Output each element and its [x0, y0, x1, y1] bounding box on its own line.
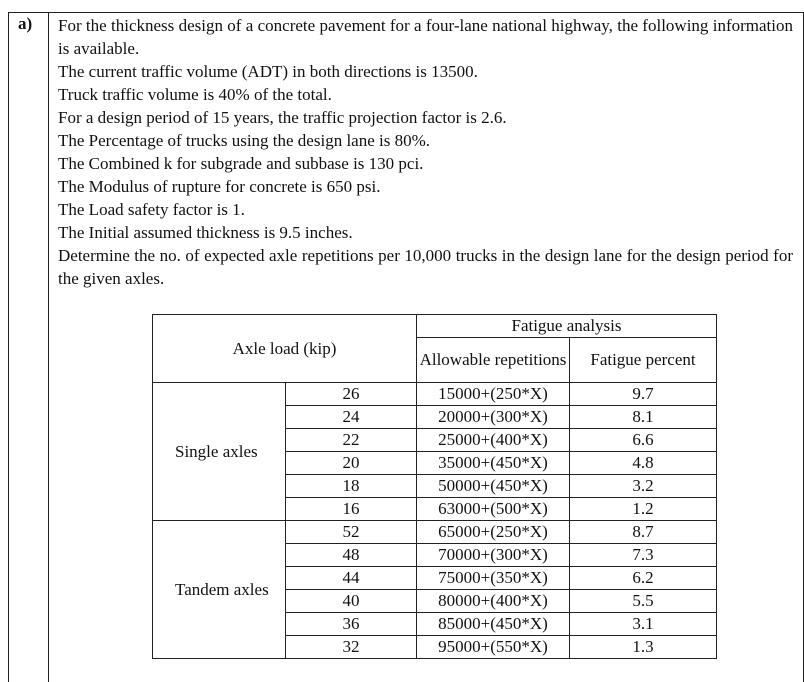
- allowable-cell: 75000+(350*X): [417, 567, 570, 590]
- fatigue-cell: 6.2: [570, 567, 717, 590]
- allowable-repetitions-header: Allowable repetitions: [417, 338, 570, 383]
- allowable-cell: 95000+(550*X): [417, 636, 570, 659]
- table-row: [153, 521, 717, 544]
- allowable-cell: 63000+(500*X): [417, 498, 570, 521]
- axle-load-cell: 18: [286, 475, 417, 498]
- axle-load-cell: 24: [286, 406, 417, 429]
- allowable-cell: 35000+(450*X): [417, 452, 570, 475]
- fatigue-percent-header: Fatigue percent: [570, 338, 717, 383]
- problem-line: The Initial assumed thickness is 9.5 inches.: [58, 223, 353, 242]
- allowable-cell: 50000+(450*X): [417, 475, 570, 498]
- question-label: a): [18, 14, 33, 33]
- axle-type-single: Single axles: [153, 383, 286, 521]
- axle-load-cell: 52: [286, 521, 417, 544]
- axle-type-tandem: Tandem axles: [153, 521, 286, 659]
- fatigue-cell: 9.7: [570, 383, 717, 406]
- fatigue-cell: 5.5: [570, 590, 717, 613]
- axle-load-cell: 32: [286, 636, 417, 659]
- axle-load-header: Axle load (kip): [153, 315, 417, 383]
- problem-line: The current traffic volume (ADT) in both directions is 13500.: [58, 62, 478, 81]
- axle-load-cell: 22: [286, 429, 417, 452]
- fatigue-cell: 8.7: [570, 521, 717, 544]
- axle-load-cell: 40: [286, 590, 417, 613]
- fatigue-cell: 7.3: [570, 544, 717, 567]
- axle-load-cell: 16: [286, 498, 417, 521]
- problem-text: [58, 14, 793, 290]
- allowable-cell: 70000+(300*X): [417, 544, 570, 567]
- allowable-cell: 20000+(300*X): [417, 406, 570, 429]
- allowable-cell: 25000+(400*X): [417, 429, 570, 452]
- problem-line: For a design period of 15 years, the traffic projection factor is 2.6.: [58, 108, 507, 127]
- allowable-cell: 15000+(250*X): [417, 383, 570, 406]
- problem-line: The Percentage of trucks using the design lane is 80%.: [58, 131, 431, 150]
- allowable-cell: 80000+(400*X): [417, 590, 570, 613]
- allowable-cell: 85000+(450*X): [417, 613, 570, 636]
- axle-load-cell: 44: [286, 567, 417, 590]
- axle-load-cell: 26: [286, 383, 417, 406]
- axle-load-cell: 48: [286, 544, 417, 567]
- problem-line: The Combined k for subgrade and subbase is 130 pci.: [58, 154, 424, 173]
- axle-load-cell: 36: [286, 613, 417, 636]
- problem-question: Determine the no. of expected axle repetitions per 10,000 trucks in the design lane for the design period for the given axles.: [58, 246, 793, 288]
- fatigue-cell: 3.1: [570, 613, 717, 636]
- problem-line: Truck traffic volume is 40% of the total.: [58, 85, 332, 104]
- fatigue-cell: 4.8: [570, 452, 717, 475]
- fatigue-cell: 1.3: [570, 636, 717, 659]
- table-row: [153, 383, 717, 406]
- problem-line: The Modulus of rupture for concrete is 650 psi.: [58, 177, 381, 196]
- fatigue-cell: 6.6: [570, 429, 717, 452]
- problem-intro: For the thickness design of a concrete pavement for a four-lane national highway, the following information is available.: [58, 16, 793, 58]
- fatigue-cell: 8.1: [570, 406, 717, 429]
- fatigue-cell: 3.2: [570, 475, 717, 498]
- label-column-divider: [48, 12, 49, 682]
- fatigue-cell: 1.2: [570, 498, 717, 521]
- fatigue-table: [152, 314, 717, 659]
- allowable-cell: 65000+(250*X): [417, 521, 570, 544]
- fatigue-analysis-header: Fatigue analysis: [417, 315, 717, 338]
- axle-load-cell: 20: [286, 452, 417, 475]
- problem-line: The Load safety factor is 1.: [58, 200, 245, 219]
